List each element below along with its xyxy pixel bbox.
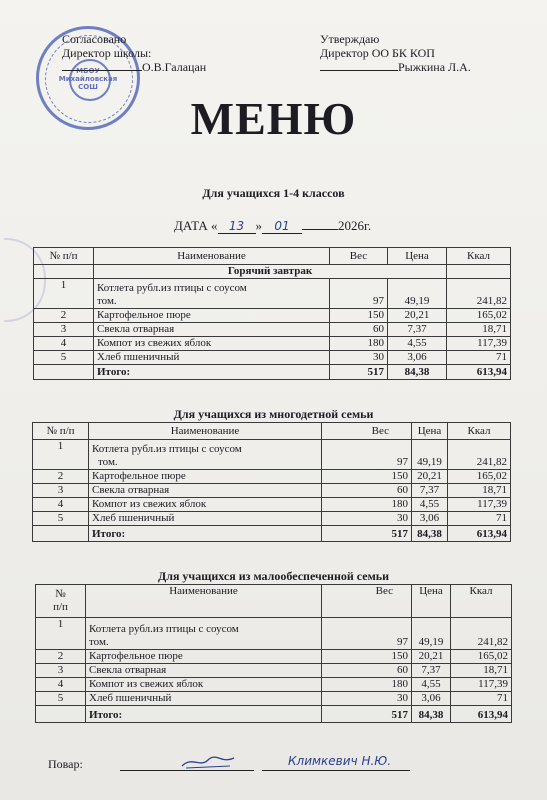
col-name: Наименование xyxy=(94,248,330,265)
date-month: 01 xyxy=(262,219,302,234)
table-row: 2 Картофельное пюре 150 20,21 165,02 xyxy=(34,309,511,323)
ooo-director-name: Рыжкина Л.А. xyxy=(398,60,471,74)
menu-table-low-income xyxy=(35,584,512,723)
table-header-row: № п/п Наименование Вес Цена Ккал xyxy=(33,423,511,440)
total-row: Итого: 517 84,38 613,94 xyxy=(36,706,512,723)
table-row: 1 Котлета рубл.из птицы с соусом том. 97 49,19 241,82 xyxy=(36,618,512,650)
menu-table-grades-1-4 xyxy=(33,247,511,380)
total-row: Итого: 517 84,38 613,94 xyxy=(33,526,511,542)
approval-block xyxy=(320,32,540,74)
date-sep: » xyxy=(255,218,263,233)
table-row: 3 Свекла отварная 60 7,37 18,71 xyxy=(34,323,511,337)
col-weight: Вес xyxy=(330,248,388,265)
cook-label: Повар: xyxy=(48,757,83,771)
table-row: 2 Картофельное пюре 150 20,21 165,02 xyxy=(36,650,512,664)
band-hot-breakfast: Горячий завтрак xyxy=(94,265,447,279)
date-day: 13 xyxy=(218,219,256,234)
section-title-large-family: Для учащихся из многодетной семьи xyxy=(173,407,374,421)
table-row: 1 Котлета рубл.из птицы с соусом том. 97 49,19 241,82 xyxy=(33,440,511,470)
table-row: 1 Котлета рубл.из птицы с соусом том. 97 49,19 241,82 xyxy=(34,279,511,309)
table-row: 2 Картофельное пюре 150 20,21 165,02 xyxy=(33,470,511,484)
date-label: ДАТА « xyxy=(174,218,218,233)
table-row: 5 Хлеб пшеничный 30 3,06 71 xyxy=(33,512,511,526)
ooo-director-sign xyxy=(320,60,540,74)
school-director-label: Директор школы: xyxy=(62,46,152,60)
table-row: 4 Компот из свежих яблок 180 4,55 117,39 xyxy=(36,678,512,692)
table-row: 3 Свекла отварная 60 7,37 18,71 xyxy=(33,484,511,498)
date-year: 2026г. xyxy=(338,218,372,233)
table-row: 5 Хлеб пшеничный 30 3,06 71 xyxy=(36,692,512,706)
school-director-name: О.В.Галацан xyxy=(142,60,207,74)
table-header-row: № п/п Наименование Вес Цена Ккал xyxy=(36,585,512,618)
col-kcal: Ккал xyxy=(447,248,511,265)
col-price: Цена xyxy=(388,248,447,265)
agreement-block xyxy=(62,32,262,74)
approved-label: Утверждаю xyxy=(320,32,380,46)
total-row: Итого: 517 84,38 613,94 xyxy=(34,365,511,380)
agreed-label: Согласовано xyxy=(62,32,127,46)
table-header-row xyxy=(34,248,511,265)
table-row: 3 Свекла отварная 60 7,37 18,71 xyxy=(36,664,512,678)
band-row xyxy=(34,265,511,279)
col-num: № п/п xyxy=(34,248,94,265)
cook-signature-scribble xyxy=(178,752,238,772)
table-row: 4 Компот из свежих яблок 180 4,55 117,39 xyxy=(34,337,511,351)
cook-name-handwritten: Климкевич Н.Ю. xyxy=(288,754,392,768)
seal-text: МБОУ Михайловская СОШ xyxy=(58,67,118,91)
table-row: 4 Компот из свежих яблок 180 4,55 117,39 xyxy=(33,498,511,512)
cook-name-line xyxy=(262,770,410,771)
section-title-low-income: Для учащихся из малообеспеченной семьи xyxy=(157,569,390,583)
date-blank xyxy=(302,229,338,230)
ooo-director-label: Директор ОО БК КОП xyxy=(320,46,435,60)
school-director-sign xyxy=(62,60,262,74)
table-row: 5 Хлеб пшеничный 30 3,06 71 xyxy=(34,351,511,365)
menu-table-large-family xyxy=(32,422,511,542)
page-title: МЕНЮ xyxy=(190,93,357,144)
date-line xyxy=(174,218,371,234)
subtitle: Для учащихся 1-4 классов xyxy=(202,186,345,200)
